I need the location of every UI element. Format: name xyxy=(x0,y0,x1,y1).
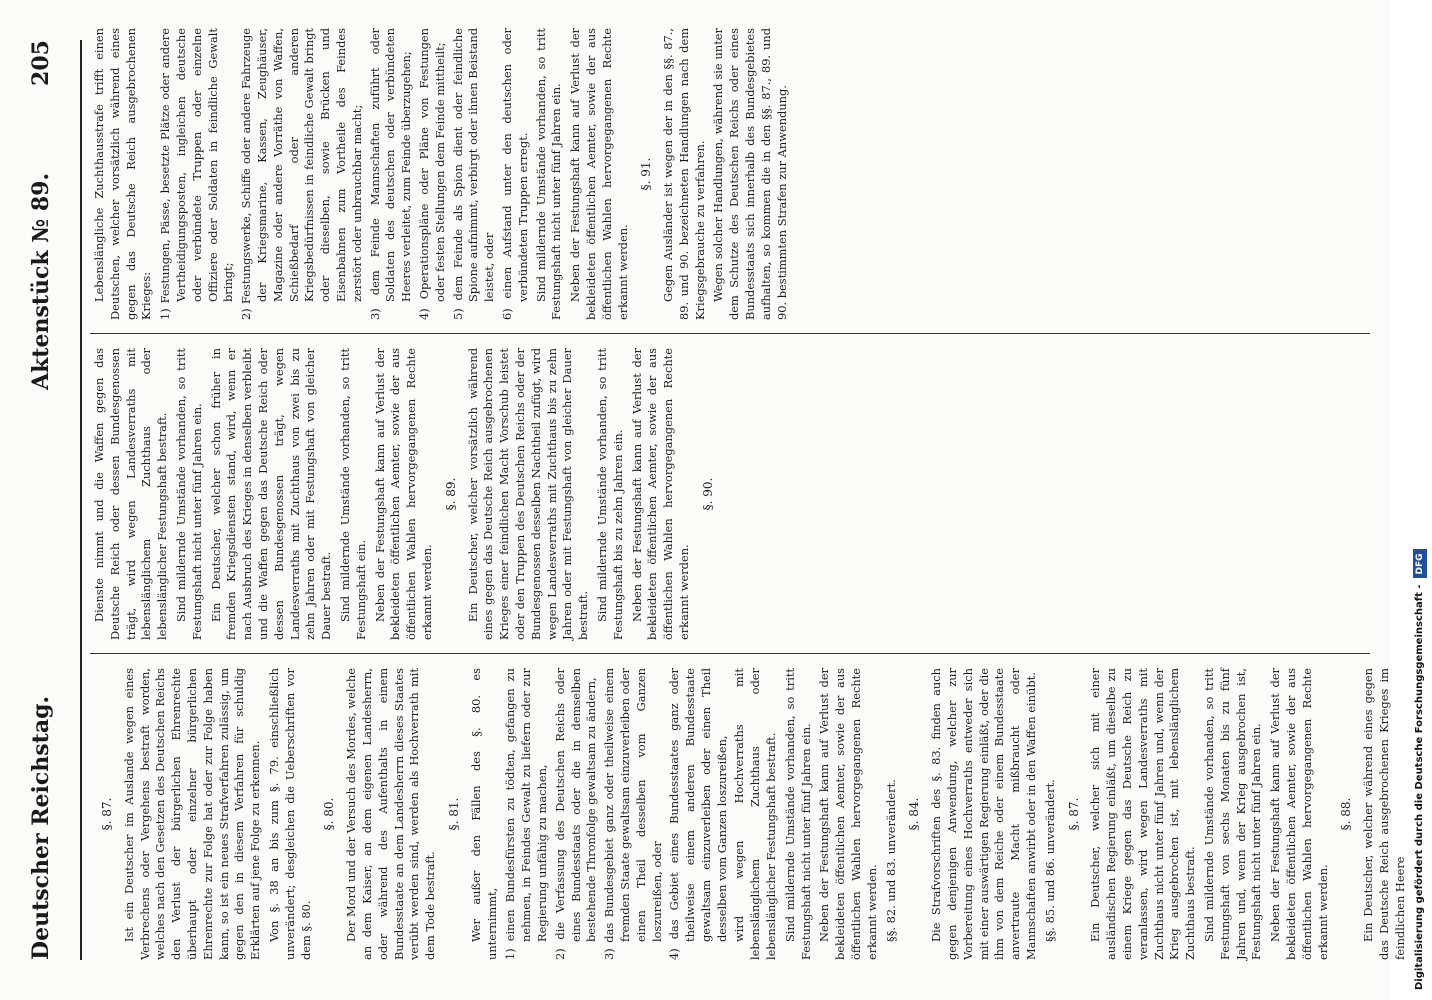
paragraph: Dienste nimmt und die Waffen gegen das Deutsche Reich oder dessen Bundesgenossen trägt, wird wegen Landesverraths mit lebenslänglichem Zuchthaus oder lebenslänglicher Festungshaft bestraft. xyxy=(92,348,170,640)
section-heading: §. 87. xyxy=(100,797,114,831)
list-item: 4) Operationspläne oder Pläne von Festungen oder festen Stellungen dem Feinde mittheilt; xyxy=(416,28,447,320)
paragraph: Wegen solcher Handlungen, während sie unter dem Schutze des Deutschen Reichs oder eines Bundesstaats sich innerhalb des Bundesgebietes aufhalten, so kommen die in den §§. 87., 89. und 90. bestimmten Strafen zur Anwendung. xyxy=(711,28,789,320)
list-item: 4) das Gebiet eines Bundesstaates ganz oder theilweise einem anderen Bundesstaate gewaltsam einzuverleiben oder einen Theil desselben vom Ganzen loszureißen, xyxy=(667,668,729,960)
list-item: 5) dem Feinde als Spion dient oder feindliche Spione aufnimmt, verbirgt oder ihnen Beistand leistet, oder xyxy=(450,28,497,320)
paragraph: Neben der Festungshaft kann auf Verlust der bekleideten öffentlichen Aemter, sowie der aus öffentlichen Wahlen hervorgegangenen Rechte erkannt werden. xyxy=(629,348,691,640)
paragraph: §§. 82. und 83. unverändert. xyxy=(883,779,898,942)
section-heading: §. 90. xyxy=(700,477,715,511)
paragraph: Sind mildernde Umstände vorhanden, so tritt Festungshaft von sechs Monaten bis zu fünf Jahren und, wenn der Krieg ausgebrochen ist, Festungshaft nicht unter fünf Jahren ein. xyxy=(1202,668,1264,960)
header-page-number: 205 xyxy=(28,40,54,86)
list-item: 6) einen Aufstand unter den deutschen oder verbündeten Truppen erregt. xyxy=(499,28,530,320)
list-item: 1) einen Bundesfürsten zu tödten, gefangen zu nehmen, in Feindes Gewalt zu liefern oder zur Regierung unfähig zu machen, xyxy=(503,668,549,960)
text-column-3 xyxy=(92,28,793,320)
paragraph: Neben der Festungshaft kann auf Verlust der bekleideten öffentlichen Aemter, sowie der aus öffentlichen Wahlen hervorgegangenen Rechte erkannt werden. xyxy=(372,348,434,640)
paragraph: Ein Deutscher, welcher schon früher in fremden Kriegsdiensten stand, wird, wenn er nach Ausbruch des Krieges in denselben verbleibt und die Waffen gegen das Deutsche Reich oder dessen Bundesgenossen trägt, wegen Landesverraths mit Zuchthaus von zwei bis zu zehn Jahren oder mit Festungshaft von gleicher Dauer bestraft. xyxy=(208,348,334,640)
section-heading: §. 80. xyxy=(322,797,337,831)
paragraph: Ist ein Deutscher im Auslande wegen eines Verbrechens oder Vergehens bestraft worden, welches nach den Gesetzen des Deutschen Reichs den Verlust der bürgerlichen Ehrenrechte überhaupt oder einzelner bürgerlichen Ehrenrechte zur Folge hat oder zur Folge haben kann, so ist ein neues Strafverfahren zulässig, um gegen den in diesem Verfahren für schuldig Erklärten auf jene Folge zu erkennen. xyxy=(121,668,263,960)
section-heading: §. 87. xyxy=(1066,797,1081,831)
paragraph: Lebenslängliche Zuchthausstrafe trifft einen Deutschen, welcher vorsätzlich während eines gegen das Deutsche Reich ausgebrochenen Krieges: xyxy=(92,28,154,320)
paragraph: wird wegen Hochverraths mit lebenslänglichem Zuchthaus oder lebenslänglicher Festungshaft bestraft. xyxy=(732,668,779,960)
column-divider xyxy=(90,653,1370,654)
dfg-logo: DFG xyxy=(1413,549,1427,578)
paragraph: Neben der Festungshaft kann auf Verlust der bekleideten öffentlichen Aemter, sowie der aus öffentlichen Wahlen hervorgegangenen Rechte erkannt werden. xyxy=(817,668,879,960)
paragraph: Wer außer den Fällen des §. 80. es unternimmt, xyxy=(468,668,499,960)
paragraph: Neben der Festungshaft kann auf Verlust der bekleideten öffentlichen Aemter, sowie der aus öffentlichen Wahlen hervorgegangenen Rechte erkannt werden. xyxy=(1268,668,1330,960)
section-heading: §. 84. xyxy=(907,797,922,831)
paragraph: Gegen Ausländer ist wegen der in den §§. 87., 89. und 90. bezeichneten Handlungen nach dem Kriegsgebrauche zu verfahren. xyxy=(661,28,707,320)
column-divider xyxy=(90,333,1370,334)
paragraph: Ein Deutscher, welcher vorsätzlich während eines gegen das Deutsche Reich ausgebrochenen Krieges einer feindlichen Macht Vorschub leistet oder den Truppen des Deutschen Reichs oder der Bundesgenossen desselben Nachtheil zufügt, wird wegen Landesverraths mit Zuchthaus bis zu zehn Jahren oder mit Festungshaft von gleicher Dauer bestraft. xyxy=(465,348,591,640)
section-heading: §. 88. xyxy=(1339,797,1354,831)
list-item: 3) dem Feinde Mannschaften zuführt oder Soldaten des deutschen oder verbündeten Heeres verleitet, zum Feinde überzugehen; xyxy=(367,28,414,320)
paragraph: Ein Deutscher, welcher während eines gegen das Deutsche Reich ausgebrochenen Krieges im feindlichen Heere xyxy=(1361,668,1407,960)
digitization-credit xyxy=(1410,10,1430,990)
header-publication-title: Deutscher Reichstag. xyxy=(28,695,54,960)
header-document-number: Aktenstück № 89. xyxy=(28,172,54,390)
page-header xyxy=(18,40,78,960)
credit-text: Digitalisierung gefördert durch die Deutsche Forschungsgemeinschaft - xyxy=(1414,584,1425,990)
paragraph: Neben der Festungshaft kann auf Verlust der bekleideten öffentlichen Aemter, sowie der aus öffentlichen Wahlen hervorgegangenen Rechte erkannt werden. xyxy=(568,28,630,320)
paragraph: Sind mildernde Umstände vorhanden, so tritt Festungshaft ein. xyxy=(337,348,368,640)
list-item: 2) die Verfassung des Deutschen Reichs oder eines Bundesstaats oder die in demselben bestehende Thronfolge gewaltsam zu ändern, xyxy=(552,668,599,960)
paragraph: Sind mildernde Umstände vorhanden, so tritt Festungshaft nicht unter fünf Jahren ein. xyxy=(173,348,204,640)
section-heading: §. 81. xyxy=(446,797,461,831)
paragraph: Von §. 38 an bis zum §. 79. einschließlich unverändert; desgleichen die Ueberschriften vor dem §. 80. xyxy=(266,668,313,960)
paragraph: Sind mildernde Umstände vorhanden, so tritt Festungshaft nicht unter fünf Jahren ein. xyxy=(533,28,564,320)
text-column-2 xyxy=(92,348,722,640)
paragraph: Die Strafvorschriften des §. 83. finden auch gegen denjenigen Anwendung, welcher zur Vorbereitung eines Hochverraths entweder sich mit einer auswärtigen Regierung einläßt, oder die ihm von dem Reiche oder einem Bundesstaate anvertraute Macht mißbraucht oder Mannschaften anwirbt oder in den Waffen einübt. xyxy=(929,668,1039,960)
paragraph: Sind mildernde Umstände vorhanden, so tritt Festungshaft nicht unter fünf Jahren ein. xyxy=(782,668,813,960)
list-item: 3) das Bundesgebiet ganz oder theilweise einem fremden Staate gewaltsam einzuverleiben oder einen Theil desselben vom Ganzen loszureißen, oder xyxy=(602,668,664,960)
paragraph: §§. 85. und 86. unverändert. xyxy=(1042,779,1057,942)
section-heading: §. 91. xyxy=(639,157,654,191)
paragraph: Der Mord und der Versuch des Mordes, welche an dem Kaiser, an dem eigenen Landesherrn, oder während des Aufenthalts in einem Bundesstaate an dem Landesherrn dieses Staates verübt werden sind, werden als Hochverrath mit dem Tode bestraft. xyxy=(344,668,438,960)
paragraph: Sind mildernde Umstände vorhanden, so tritt Festungshaft bis zu zehn Jahren ein. xyxy=(594,348,625,640)
list-item: 2) Festungswerke, Schiffe oder andere Fahrzeuge der Kriegsmarine, Kassen, Zeughäuser, Magazine oder andere Vorräthe von Waffen, Schießbedarf oder anderen Kriegsbedürfnissen in feindliche Gewalt bringt oder dieselben, sowie Brücken und Eisenbahnen zum Vortheile des Feindes zerstört oder unbrauchbar macht; xyxy=(239,28,364,320)
paragraph: Ein Deutscher, welcher sich mit einer ausländischen Regierung einläßt, um dieselbe zu einem Kriege gegen das Deutsche Reich zu veranlassen, wird wegen Landesverraths mit Zuchthaus nicht unter fünf Jahren und, wenn der Krieg ausgebrochen ist, mit lebenslänglichem Zuchthaus bestraft. xyxy=(1088,668,1198,960)
list-item: 1) Festungen, Pässe, besetzte Plätze oder andere Vertheidigungsposten, ingleichen deutsche oder verbündete Truppen oder einzelne Offiziere oder Soldaten in feindliche Gewalt bringt; xyxy=(158,28,236,320)
section-heading: §. 89. xyxy=(443,477,458,511)
text-column-1 xyxy=(92,668,1412,960)
header-divider xyxy=(80,40,82,960)
